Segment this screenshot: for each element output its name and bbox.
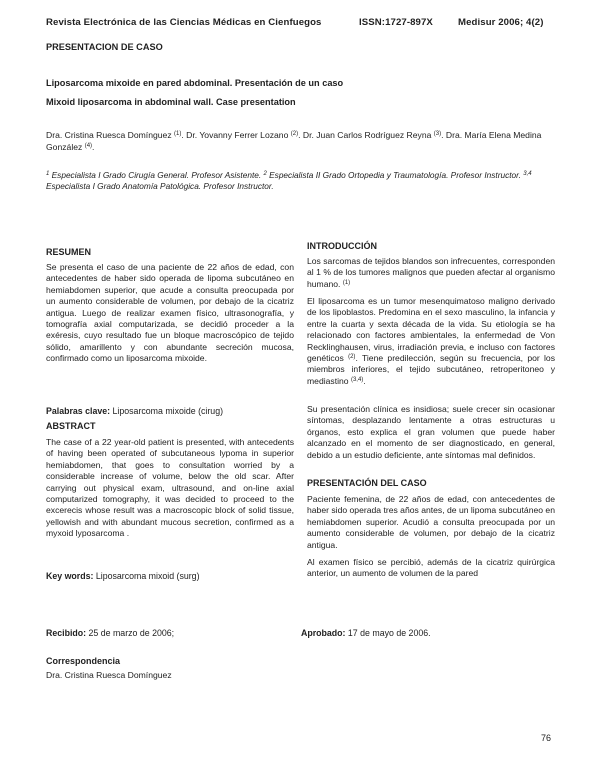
key-words-value: Liposarcoma mixoid (surg): [93, 571, 200, 581]
journal-name: Revista Electrónica de las Ciencias Médicas en Cienfuegos: [46, 17, 322, 28]
presentacion-paragraph-2: Al examen físico se percibió, además de la cicatriz quirúrgica anterior, un aumento de volumen de la pared: [307, 557, 555, 579]
palabras-clave-value: Liposarcoma mixoide (cirug): [110, 406, 224, 416]
introduccion-paragraph-1: [307, 256, 555, 290]
resumen-heading: RESUMEN: [46, 247, 92, 257]
intro-p2-text-c: .: [363, 375, 366, 386]
palabras-clave: [46, 406, 223, 416]
author-2: . Dr. Yovanny Ferrer Lozano: [181, 130, 289, 140]
author-1: Dra. Cristina Ruesca Domínguez: [46, 130, 172, 140]
introduccion-paragraph-2: [307, 296, 555, 387]
aprobado-label: Aprobado:: [301, 628, 346, 638]
resumen-text: Se presenta el caso de una paciente de 22 años de edad, con antecedentes de haber sido operada de lipoma subcutáneo en hemiabdomen superior, que acude a consulta preocupada por un aumento considerable de volumen, por debajo de la cicatriz antigua. Luego de realizar examen físico, ultrasonografía, y tomografía axial computarizada, se decidió proceder a la exéresis, cuyo resultado fue un bloque macroscópico de tejido sólido, amarillento y con abundante secreción mucosa, confirmado como un liposarcoma mixoide.: [46, 262, 294, 364]
recibido-value: 25 de marzo de 2006;: [86, 628, 175, 638]
author-2-ref: (2): [290, 131, 299, 137]
affiliation-2: Especialista II Grado Ortopedia y Traumatología. Profesor Instructor.: [266, 170, 524, 180]
author-3-ref: (3): [433, 131, 442, 137]
title-english: Mixoid liposarcoma in abdominal wall. Case presentation: [46, 97, 296, 107]
page-number: 76: [541, 733, 552, 743]
presentacion-paragraph-1: Paciente femenina, de 22 años de edad, con antecedentes de haber sido operada tres años antes, de un lipoma subcutáneo en hemiabdomen superior. Acudió a consulta preocupada por un aumento considerable de volumen, por debajo de la cicatriz antigua.: [307, 494, 555, 550]
correspondencia-name: Dra. Cristina Ruesca Domínguez: [46, 670, 172, 680]
affiliation-3: Especialista I Grado Anatomía Patológica. Profesor Instructor.: [46, 181, 274, 191]
abstract-heading: ABSTRACT: [46, 421, 96, 431]
intro-p1-text: Los sarcomas de tejidos blandos son infrecuentes, corresponden al 1 % de los tumores malignos que pueden afectar al organismo humano.: [307, 256, 555, 289]
author-1-ref: (1): [174, 131, 182, 137]
intro-p2-ref-2: (3,4): [350, 376, 364, 383]
intro-p1-ref: (1): [342, 279, 351, 286]
key-words: [46, 571, 200, 581]
recibido-label: Recibido:: [46, 628, 87, 638]
affiliation-1-ref: 1: [46, 171, 50, 177]
author-4: . Dra. María Elena Medina González: [46, 130, 542, 152]
intro-p2-ref-1: (2): [348, 354, 356, 361]
authors: [46, 130, 554, 153]
author-3: . Dr. Juan Carlos Rodríguez Reyna: [298, 130, 432, 140]
affiliation-2-ref: 2: [263, 171, 267, 177]
presentacion-heading: PRESENTACIÓN DEL CASO: [307, 478, 427, 488]
abstract-text: The case of a 22 year-old patient is presented, with antecedents of having been operated of subcutaneous lypoma in superior hemiabdomen, that goes to consultation worried by a considerable increase of volume, below the old scar. After carrying out physical exam, ultrasound, and on-line axial computarized tomography, it was decided to proceed to the excerecis whose result was a macroscopic block of solid tissue, yellowish and with abundant mucous secretion, confirmed as a myxoid lyposarcoma .: [46, 437, 294, 539]
aprobado: [301, 628, 431, 638]
author-4-ref: (4): [84, 142, 93, 149]
section-label: PRESENTACION DE CASO: [46, 42, 163, 52]
key-words-label: Key words:: [46, 571, 94, 581]
introduccion-heading: INTRODUCCIÓN: [307, 241, 377, 251]
affiliation-1: Especialista I Grado Cirugía General. Profesor Asistente.: [49, 170, 264, 180]
title-spanish: Liposarcoma mixoide en pared abdominal. Presentación de un caso: [46, 78, 344, 88]
introduccion-paragraph-3: Su presentación clínica es insidiosa; suele crecer sin ocasionar síntomas, desplazando lentamente a otras estructuras u órganos, esto explica el gran volumen que puede haber alcanzado en el momento de ser diagnosticado, en general, debido a un estudio deficiente, ante síntomas mal definidos.: [307, 404, 555, 460]
affiliation-3-ref: 3,4: [523, 171, 532, 177]
palabras-clave-label: Palabras clave:: [46, 406, 111, 416]
aprobado-value: 17 de mayo de 2006.: [345, 628, 431, 638]
intro-p2-text-b: . Tiene predilección, según su frecuencia, por los miembros inferiores, el tejido subcutáneo, retroperitoneo y mediastino: [307, 353, 556, 386]
issue: Medisur 2006; 4(2): [458, 17, 544, 28]
affiliations: [46, 170, 554, 192]
correspondencia-heading: Correspondencia: [46, 656, 121, 666]
recibido: [46, 628, 174, 638]
authors-end: .: [92, 141, 95, 152]
issn: ISSN:1727-897X: [359, 17, 433, 28]
intro-p2-text-a: El liposarcoma es un tumor mesenquimatoso maligno derivado de los lipoblastos. Predomina en el sexo masculino, la infancia y entre la cuarta y sexta década de la vida. Su etiología se ha relacionado con factores ambientales, la enfermedad de Von Recklinghausen, virus, irradiación previa, e incluso con factores genéticos: [307, 296, 555, 364]
